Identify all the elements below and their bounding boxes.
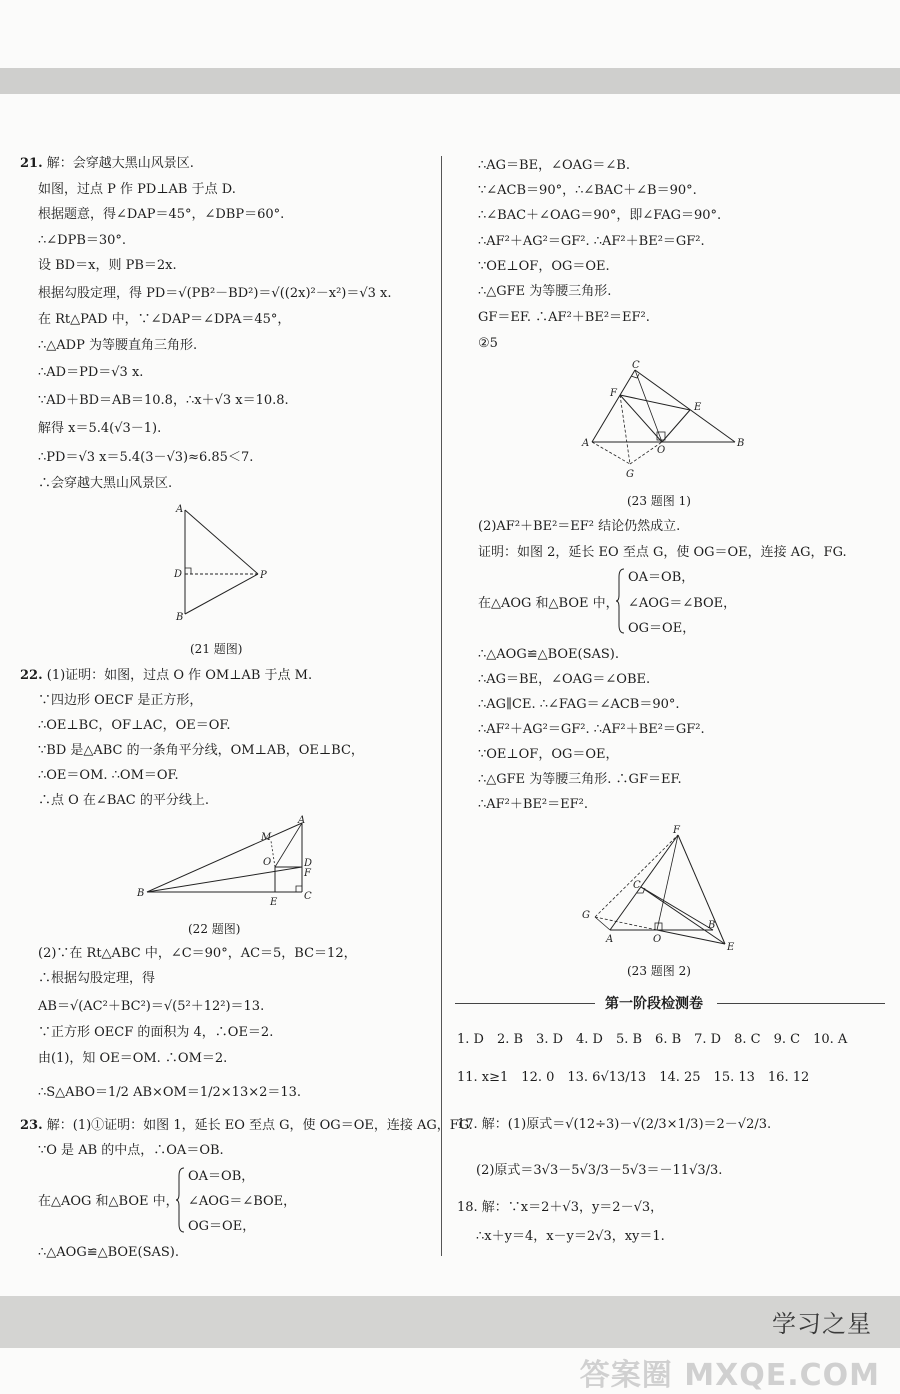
section-rule-left xyxy=(455,1003,595,1004)
text-line: 在△AOG 和△BOE 中， xyxy=(478,596,619,611)
text-line: GF＝EF. ∴AF²＋BE²＝EF². xyxy=(478,310,650,325)
text-line: ∴AD＝PD＝√3 x. xyxy=(38,365,144,380)
text-line: OG＝OE， xyxy=(628,621,696,636)
text-line: 根据勾股定理，得 PD＝√(PB²－BD²)＝√((2x)²－x²)＝√3 x. xyxy=(38,286,392,301)
label-E: E xyxy=(694,402,702,413)
label-F: F xyxy=(673,825,680,836)
label-E: E xyxy=(727,942,735,953)
label-M: M xyxy=(261,832,272,843)
brace-icon xyxy=(616,567,626,635)
text-line: 21. 解：会穿越大黑山风景区. xyxy=(20,156,194,171)
label-G: G xyxy=(626,469,634,480)
bottom-band xyxy=(0,1296,900,1348)
text-line: ∴会穿越大黑山风景区. xyxy=(38,476,173,491)
text-line: ∴PD＝√3 x＝5.4(3－√3)≈6.85＜7. xyxy=(38,450,254,465)
section-title: 第一阶段检测卷 xyxy=(605,996,703,1012)
text-line: 在 Rt△PAD 中，∵∠DAP＝∠DPA＝45°， xyxy=(38,312,291,327)
label-A: A xyxy=(298,815,306,826)
answer-line: 1. D 2. B 3. D 4. D 5. B 6. B 7. D 8. C 9. C 10. A xyxy=(457,1032,848,1047)
label-O: O xyxy=(653,934,662,945)
label-D: D xyxy=(174,569,183,580)
text-line: ∠AOG＝∠BOE， xyxy=(188,1194,297,1209)
text-line: ∴OE＝OM. ∴OM＝OF. xyxy=(38,768,179,783)
text-line: 根据题意，得∠DAP＝45°，∠DBP＝60°. xyxy=(38,207,285,222)
text-line: 设 BD＝x，则 PB＝2x. xyxy=(38,258,177,273)
label-B: B xyxy=(137,888,145,899)
text-line: 23. 解：(1)①证明：如图 1，延长 EO 至点 G，使 OG＝OE，连接 AG，FG. xyxy=(20,1118,473,1133)
text-line: 由(1)，知 OE＝OM. ∴OM＝2. xyxy=(38,1051,228,1066)
caption-23-2: (23 题图 2) xyxy=(627,964,691,978)
text-line: ∴∠BAC＋∠OAG＝90°，即∠FAG＝90°. xyxy=(478,208,722,223)
label-C: C xyxy=(632,360,640,371)
caption-23-1: (23 题图 1) xyxy=(627,494,691,508)
text-line: (2)∵在 Rt△ABC 中，∠C＝90°，AC＝5，BC＝12， xyxy=(38,946,357,961)
text-line: ∴△GFE 为等腰三角形. xyxy=(478,284,612,299)
label-B: B xyxy=(708,920,716,931)
text-line: ∴∠DPB＝30°. xyxy=(38,233,127,248)
watermark: 答案圈 MXQE.COM xyxy=(579,1358,880,1393)
label-P: P xyxy=(260,570,267,581)
figure-22 xyxy=(135,815,320,910)
label-B: B xyxy=(176,612,184,623)
answer-line: 11. x≥1 12. 0 13. 6√13/13 14. 25 15. 13 16. 12 xyxy=(457,1070,810,1085)
label-A: A xyxy=(582,438,590,449)
text-line: ∴AF²＋AG²＝GF². ∴AF²＋BE²＝GF². xyxy=(478,722,705,737)
text-line: ∵AD＋BD＝AB＝10.8，∴x＋√3 x＝10.8. xyxy=(38,393,289,408)
text-line: 在△AOG 和△BOE 中， xyxy=(38,1194,179,1209)
label-E: E xyxy=(270,897,278,908)
text-line: ∵∠ACB＝90°，∴∠BAC＋∠B＝90°. xyxy=(478,183,697,198)
label-O: O xyxy=(657,445,666,456)
text-line: ∴点 O 在∠BAC 的平分线上. xyxy=(38,793,209,808)
text-line: ∴△AOG≌△BOE(SAS). xyxy=(478,647,620,662)
text-line: ∵OE⊥OF，OG＝OE， xyxy=(478,747,619,762)
text-line: 22. (1)证明：如图，过点 O 作 OM⊥AB 于点 M. xyxy=(20,668,313,683)
text-line: ∵BD 是△ABC 的一条角平分线，OM⊥AB，OE⊥BC， xyxy=(38,743,364,758)
text-line: ∴△AOG≌△BOE(SAS). xyxy=(38,1245,180,1260)
figure-21 xyxy=(170,502,280,632)
section-header xyxy=(455,993,885,1013)
answer-line: (2)原式＝3√3－5√3/3－5√3＝－11√3/3. xyxy=(476,1163,723,1178)
label-C: C xyxy=(304,891,312,902)
text-line: ∴AG∥CE. ∴∠FAG＝∠ACB＝90°. xyxy=(478,697,680,712)
text-line: ∵OE⊥OF，OG＝OE. xyxy=(478,259,610,274)
label-G: G xyxy=(582,910,590,921)
section-rule-right xyxy=(717,1003,885,1004)
answer-line: ∴x＋y＝4，x－y＝2√3，xy＝1. xyxy=(476,1229,665,1244)
text-line: ∴AG＝BE，∠OAG＝∠B. xyxy=(478,158,630,173)
column-divider xyxy=(441,156,442,1256)
figure-23-2 xyxy=(575,822,750,952)
figure-23-1 xyxy=(580,360,750,485)
text-line: ∴△GFE 为等腰三角形. ∴GF＝EF. xyxy=(478,772,682,787)
text-line: ∴根据勾股定理，得 xyxy=(38,971,156,986)
text-line: ∴AG＝BE，∠OAG＝∠OBE. xyxy=(478,672,651,687)
text-line: OA＝OB， xyxy=(628,570,695,585)
text-line: ∴AF²＋BE²＝EF². xyxy=(478,797,588,812)
text-line: AB＝√(AC²＋BC²)＝√(5²＋12²)＝13. xyxy=(38,999,265,1014)
label-F: F xyxy=(304,868,311,879)
label-C: C xyxy=(633,880,641,891)
text-line: 如图，过点 P 作 PD⊥AB 于点 D. xyxy=(38,182,236,197)
text-line: OA＝OB， xyxy=(188,1169,255,1184)
text-line: ∵O 是 AB 的中点，∴OA＝OB. xyxy=(38,1143,224,1158)
text-line: ∵四边形 OECF 是正方形， xyxy=(38,693,203,708)
answer-line: 18. 解：∵x＝2＋√3，y＝2－√3， xyxy=(457,1200,664,1215)
label-B: B xyxy=(737,438,745,449)
text-line: ∠AOG＝∠BOE， xyxy=(628,596,737,611)
text-line: ∴AF²＋AG²＝GF². ∴AF²＋BE²＝GF². xyxy=(478,234,705,249)
top-band xyxy=(0,68,900,94)
text-line: ∴△ADP 为等腰直角三角形. xyxy=(38,338,198,353)
text-line: ∴S△ABO＝1/2 AB×OM＝1/2×13×2＝13. xyxy=(38,1085,302,1100)
label-D: D xyxy=(304,858,313,869)
text-line: 解得 x＝5.4(√3－1). xyxy=(38,421,162,436)
text-line: ∵正方形 OECF 的面积为 4，∴OE＝2. xyxy=(38,1025,274,1040)
caption-22: (22 题图) xyxy=(188,922,241,936)
brace-icon xyxy=(176,1166,186,1234)
text-line: (2)AF²＋BE²＝EF² 结论仍然成立. xyxy=(478,519,681,534)
caption-21: (21 题图) xyxy=(190,642,243,656)
text-line: 证明：如图 2，延长 EO 至点 G，使 OG＝OE，连接 AG，FG. xyxy=(478,545,847,560)
text-line: ②5 xyxy=(478,336,498,351)
label-A: A xyxy=(176,504,184,515)
text-line: OG＝OE， xyxy=(188,1219,256,1234)
brand-logo: 学习之星 xyxy=(772,1310,872,1338)
label-A: A xyxy=(606,934,614,945)
label-O: O xyxy=(263,857,272,868)
text-line: ∴OE⊥BC，OF⊥AC，OE＝OF. xyxy=(38,718,231,733)
answer-line: 17. 解：(1)原式＝√(12÷3)－√(2/3×1/3)＝2－√2/3. xyxy=(457,1117,772,1132)
label-F: F xyxy=(610,388,617,399)
